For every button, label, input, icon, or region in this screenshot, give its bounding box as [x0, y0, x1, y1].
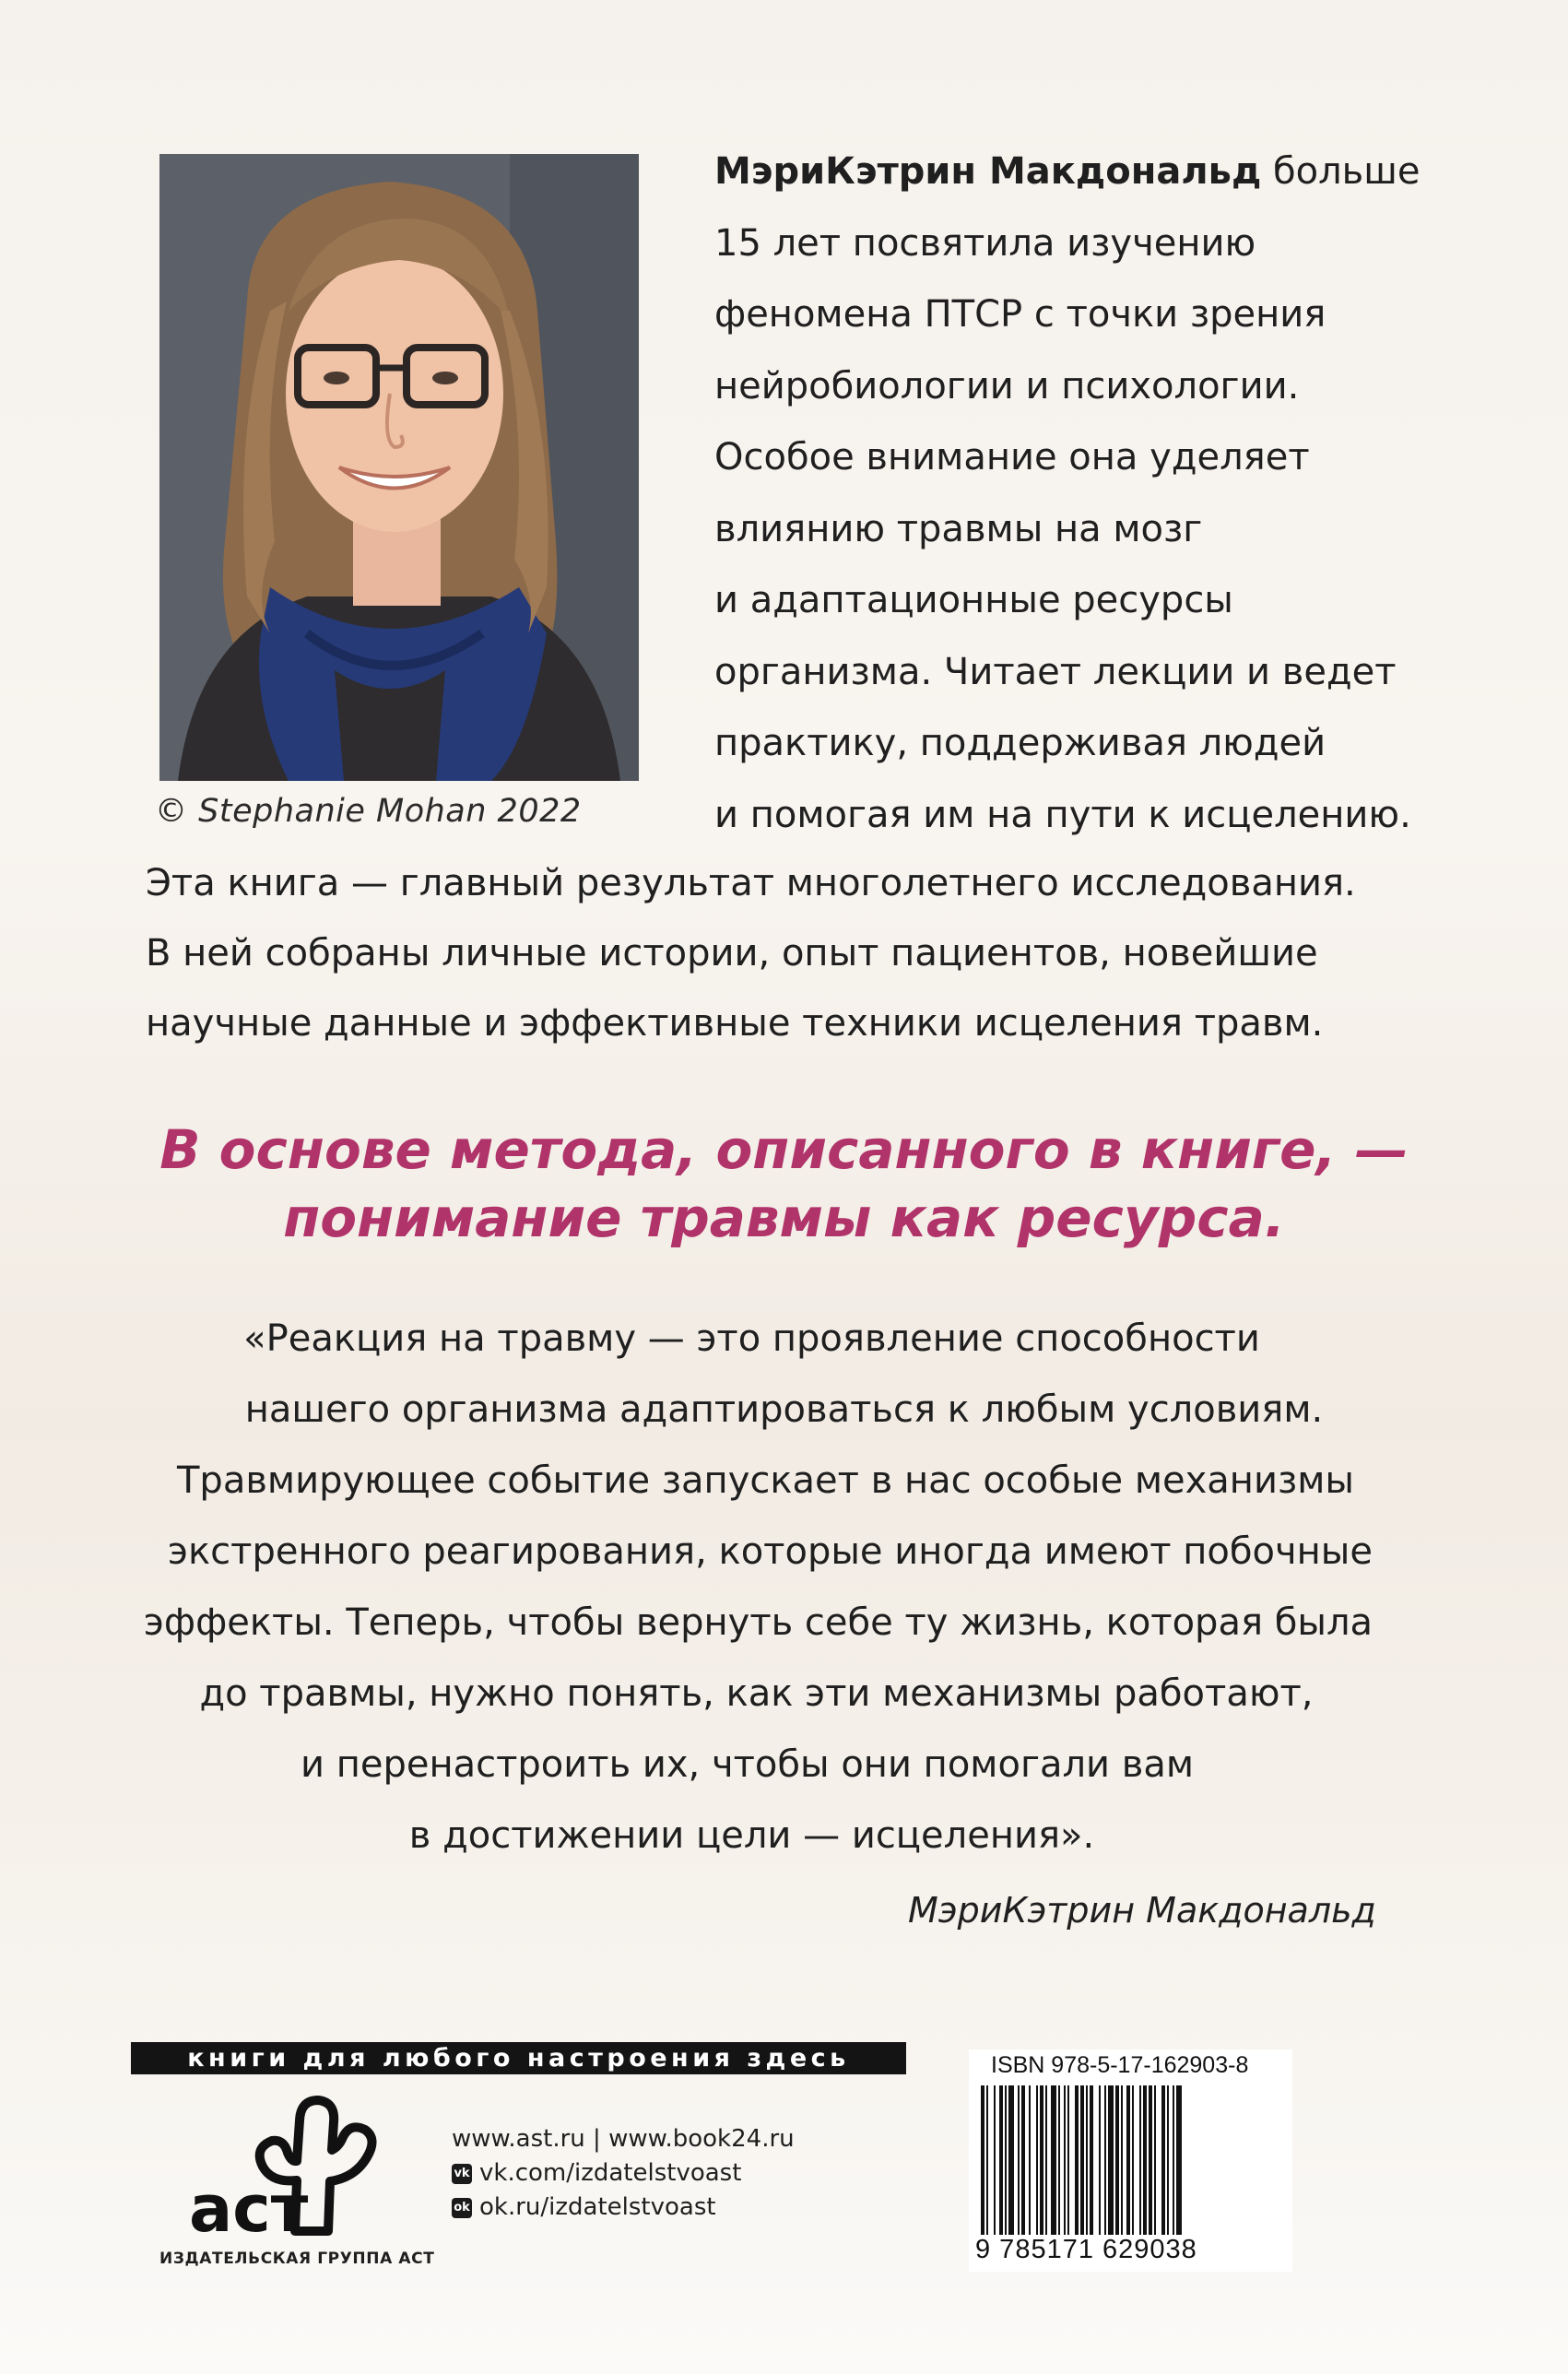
- quote-line: «Реакция на травму — это проявление способности: [243, 1317, 1260, 1360]
- quote-line: Травмирующее событие запускает в нас особые механизмы: [177, 1459, 1354, 1502]
- bio-line: феномена ПТСР с точки зрения: [714, 293, 1326, 336]
- bio-line: практику, поддерживая людей: [714, 722, 1326, 764]
- bio-line: Особое внимание она уделяет: [714, 436, 1310, 478]
- barcode-bar: [1176, 2085, 1182, 2235]
- barcode-bar: [1126, 2085, 1130, 2235]
- book-intro: [146, 848, 1436, 1058]
- slogan-bar: книги для любого настроения здесь: [131, 2042, 906, 2074]
- barcode-bar: [1139, 2085, 1141, 2235]
- barcode-bar: [1036, 2085, 1038, 2235]
- barcode-bar: [1108, 2085, 1114, 2235]
- barcode-bar: [1005, 2085, 1007, 2235]
- barcode-bar: [1021, 2085, 1025, 2235]
- vk-icon: vk: [452, 2164, 472, 2184]
- logo-text: аст: [189, 2171, 309, 2245]
- quote-line: в достижении цели — исцеления».: [408, 1814, 1095, 1857]
- author-quote: [0, 1304, 1568, 1872]
- barcode-bar: [1167, 2085, 1169, 2235]
- quote-line: и перенастроить их, чтобы они помогали вам: [300, 1743, 1195, 1786]
- barcode-bar: [1040, 2085, 1043, 2235]
- bio-line: и помогая им на пути к исцелению.: [714, 793, 1411, 836]
- quote-author: МэриКэтрин Макдональд: [908, 1890, 1376, 1931]
- barcode-bar: [1161, 2085, 1165, 2235]
- author-name: МэриКэтрин Макдональд: [714, 150, 1262, 193]
- highlight-line: В основе метода, описанного в книге, —: [159, 1118, 1409, 1181]
- highlight-statement: [0, 1116, 1568, 1252]
- barcode-bar: [1104, 2085, 1106, 2235]
- ok-row: [452, 2191, 795, 2225]
- vk-link[interactable]: vk.com/izdatelstvoast: [479, 2159, 742, 2187]
- photo-credit: © Stephanie Mohan 2022: [155, 793, 582, 830]
- barcode-bar: [1045, 2085, 1047, 2235]
- sites-row: [452, 2122, 795, 2156]
- bio-line: организма. Читает лекции и ведет: [714, 650, 1397, 693]
- barcode-bar: [1115, 2085, 1119, 2235]
- ast-logo: [184, 2093, 383, 2245]
- ok-icon: ok: [452, 2198, 472, 2218]
- barcode-bar: [1090, 2085, 1093, 2235]
- barcode-bar: [986, 2085, 988, 2235]
- quote-line: экстренного реагирования, которые иногда имеют побочные: [168, 1530, 1373, 1573]
- author-photo: [159, 154, 639, 781]
- intro-line: научные данные и эффективные техники исцеления травм.: [146, 1002, 1324, 1045]
- barcode-bar: [999, 2085, 1003, 2235]
- barcode-digits: 9 785171 629038: [975, 2235, 1197, 2264]
- barcode-bar: [981, 2085, 984, 2235]
- barcode-bar: [1154, 2085, 1156, 2235]
- bio-line: и адаптационные ресурсы: [714, 579, 1233, 621]
- barcode-bar: [1067, 2085, 1069, 2235]
- isbn-text: ISBN 978-5-17-162903-8: [991, 2052, 1249, 2078]
- barcode-bar: [1064, 2085, 1066, 2235]
- author-bio: [714, 136, 1452, 851]
- author-portrait-illustration: [159, 154, 639, 781]
- bio-line-rest: больше: [1261, 150, 1421, 193]
- intro-line: В ней собраны личные истории, опыт пациентов, новейшие: [146, 932, 1318, 974]
- barcode-bar: [1008, 2085, 1014, 2235]
- barcode-bar: [1058, 2085, 1060, 2235]
- barcode-bar: [1121, 2085, 1123, 2235]
- quote-line: до травмы, нужно понять, как эти механизмы работают,: [199, 1672, 1314, 1715]
- barcode-bar: [994, 2085, 996, 2235]
- highlight-line: понимание травмы как ресурса.: [283, 1187, 1285, 1249]
- sites-link[interactable]: www.ast.ru | www.book24.ru: [452, 2125, 795, 2153]
- barcode-bar: [1173, 2085, 1174, 2235]
- barcode-bar: [1075, 2085, 1079, 2235]
- bio-line: нейробиологии и психологии.: [714, 364, 1300, 407]
- barcode-bar: [1018, 2085, 1020, 2235]
- bio-line: [714, 136, 1452, 208]
- bio-line: 15 лет посвятила изучению: [714, 221, 1256, 265]
- vk-row: [452, 2156, 795, 2191]
- ok-link[interactable]: ok.ru/izdatelstvoast: [479, 2193, 716, 2221]
- barcode-bar: [1143, 2085, 1147, 2235]
- bio-line: влиянию травмы на мозг: [714, 507, 1203, 550]
- barcode-bar: [1149, 2085, 1152, 2235]
- quote-line: нашего организма адаптироваться к любым условиям.: [244, 1388, 1324, 1431]
- publisher-links: [452, 2122, 795, 2225]
- barcode-bar: [1029, 2085, 1031, 2235]
- barcode-icon: [979, 2085, 1269, 2235]
- ast-logo-mark: [184, 2093, 383, 2245]
- barcode-bar: [1132, 2085, 1134, 2235]
- barcode-bar: [1086, 2085, 1088, 2235]
- intro-line: Эта книга — главный результат многолетнего исследования.: [146, 862, 1356, 904]
- quote-line: эффекты. Теперь, чтобы вернуть себе ту жизнь, которая была: [143, 1601, 1373, 1644]
- barcode-bar: [1080, 2085, 1084, 2235]
- publisher-name: ИЗДАТЕЛЬСКАЯ ГРУППА АСТ: [159, 2250, 435, 2268]
- barcode-bar: [1051, 2085, 1056, 2235]
- barcode-bar: [1099, 2085, 1101, 2235]
